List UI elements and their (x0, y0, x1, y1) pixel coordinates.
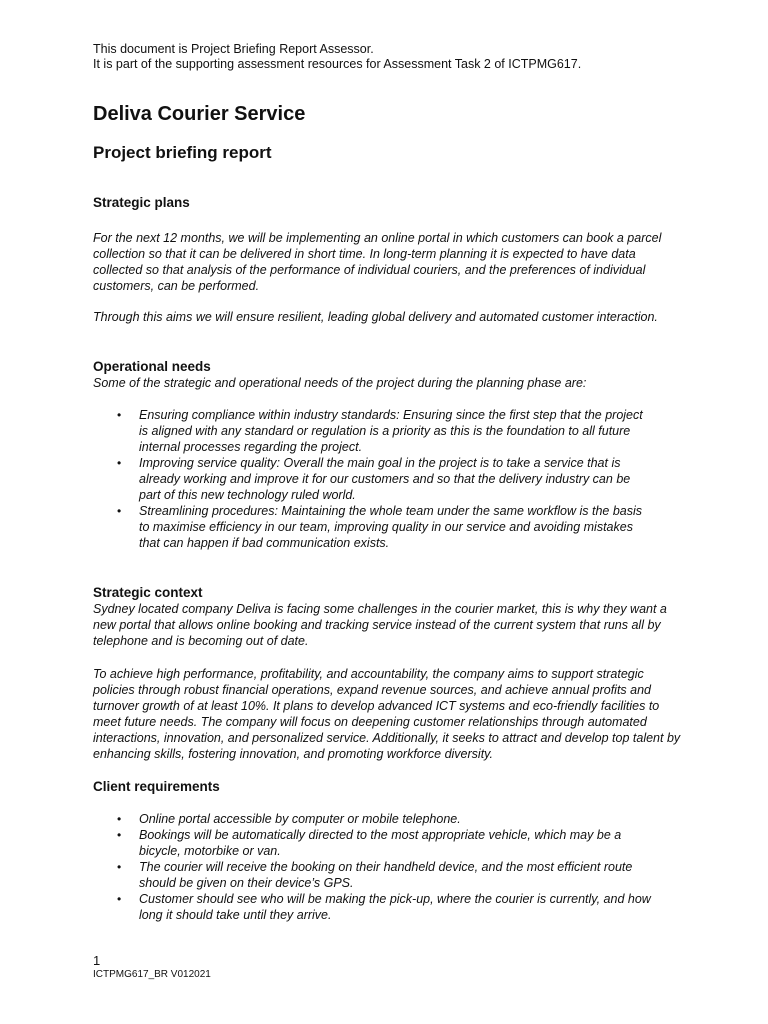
list-item-text: Ensuring compliance within industry standards: Ensuring since the first step that the project is aligned with any standard or regulation is a priority as this is the foundation to all future internal processes regarding the project. (139, 408, 643, 454)
strategic-plans-paragraph-1: For the next 12 months, we will be implementing an online portal in which customers can book a parcel collection so that it can be delivered in short time. In long-term planning it is expected to have data collected so that analysis of the performance of individual couriers, and the preferences of individual customers, can be performed. (93, 231, 662, 293)
header-line-1: This document is Project Briefing Report Assessor. (93, 42, 374, 56)
list-item (93, 859, 653, 891)
bullet-icon: • (117, 504, 122, 518)
list-item-text: Improving service quality: Overall the main goal in the project is to take a service that is already working and improve it for our customers and so that the delivery industry can be part of this new technology ruled world. (139, 456, 631, 502)
document-title: Deliva Courier Service (93, 103, 306, 125)
list-item (93, 891, 653, 923)
list-item (93, 455, 653, 503)
strategic-context-paragraph-1: Sydney located company Deliva is facing some challenges in the courier market, this is why they want a new portal that allows online booking and tracking service instead of the current system that runs all by telephone and is becoming out of date. (93, 602, 667, 648)
bullet-icon: • (117, 892, 122, 906)
page-number: 1 (93, 953, 101, 968)
strategic-context-paragraph-2: To achieve high performance, profitability, and accountability, the company aims to support strategic policies through robust financial operations, expand revenue sources, and achieve annual profits and turnover growth of at least 10%. It plans to develop advanced ICT systems and eco-friendly facilities to meet future needs. The company will focus on deepening customer relationships through automated interactions, innovation, and personalized service. Additionally, it seeks to attract and develop top talent by enhancing skills, fostering innovation, and promoting workforce diversity. (93, 667, 681, 761)
bullet-icon: • (117, 408, 122, 422)
list-item-text: The courier will receive the booking on their handheld device, and the most efficient route should be given on their device’s GPS. (139, 860, 633, 890)
bullet-icon: • (117, 828, 122, 842)
list-item-text: Bookings will be automatically directed to the most appropriate vehicle, which may be a bicycle, motorbike or van. (139, 828, 622, 858)
client-requirements-list (93, 811, 653, 923)
operational-needs-intro: Some of the strategic and operational needs of the project during the planning phase are: (93, 376, 587, 390)
operational-needs-list (93, 407, 653, 551)
list-item (93, 827, 653, 859)
document-page (93, 42, 683, 922)
list-item-text: Online portal accessible by computer or mobile telephone. (139, 812, 461, 826)
list-item-text: Customer should see who will be making the pick-up, where the courier is currently, and how long it should take until they arrive. (139, 892, 651, 922)
operational-needs-heading: Operational needs (93, 359, 211, 374)
list-item (93, 811, 653, 827)
list-item (93, 503, 653, 551)
bullet-icon: • (117, 812, 122, 826)
header-line-2: It is part of the supporting assessment resources for Assessment Task 2 of ICTPMG617. (93, 57, 582, 71)
client-requirements-heading: Client requirements (93, 779, 220, 794)
document-code: ICTPMG617_BR V012021 (93, 969, 211, 980)
list-item (93, 407, 653, 455)
strategic-plans-heading: Strategic plans (93, 195, 190, 210)
bullet-icon: • (117, 860, 122, 874)
list-item-text: Streamlining procedures: Maintaining the whole team under the same workflow is the basis to maximise efficiency in our team, improving quality in our service and avoiding mistakes that can happen if bad communication exists. (139, 504, 643, 550)
strategic-plans-paragraph-2: Through this aims we will ensure resilient, leading global delivery and automated customer interaction. (93, 310, 658, 324)
bullet-icon: • (117, 456, 122, 470)
strategic-context-heading: Strategic context (93, 585, 203, 600)
document-subtitle: Project briefing report (93, 143, 272, 162)
